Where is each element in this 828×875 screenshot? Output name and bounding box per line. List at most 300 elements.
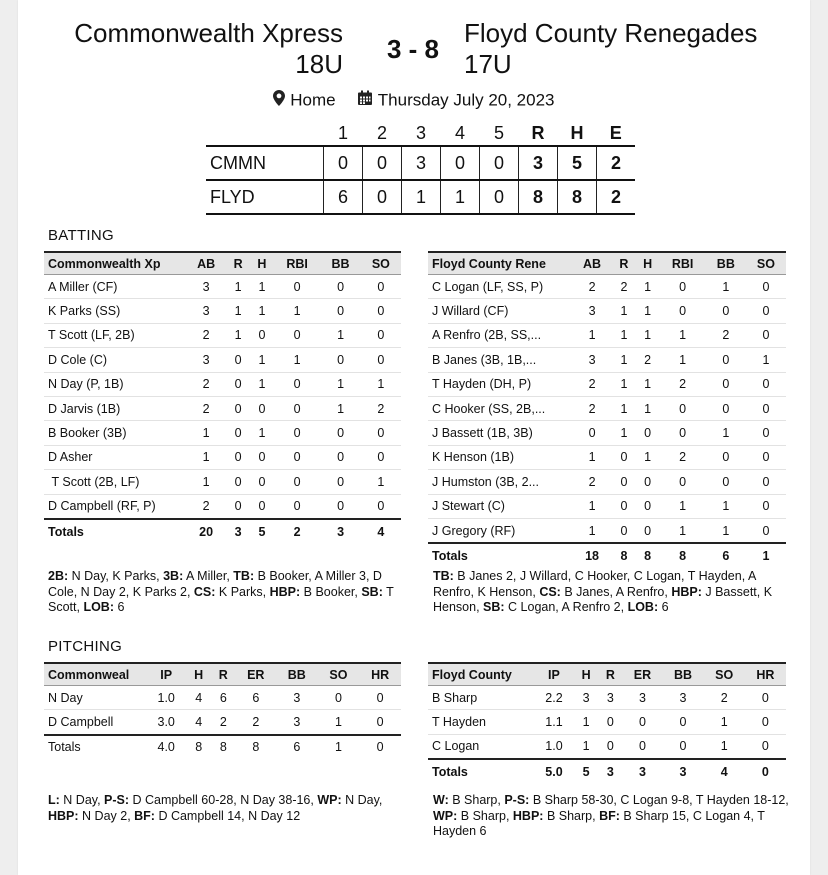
- stat-cell: 0: [274, 470, 321, 494]
- player-row: [44, 299, 401, 323]
- stat-cell: 1: [226, 275, 250, 299]
- total-hits: 5: [558, 146, 597, 180]
- totals-label: Totals: [44, 735, 146, 759]
- stat-cell: 0: [274, 323, 321, 347]
- stat-cell: 0: [274, 396, 321, 420]
- inning-header: 2: [376, 122, 387, 143]
- note-text: B Janes, A Renfro,: [560, 584, 672, 599]
- note-text: N Day, K Parks,: [68, 569, 164, 583]
- stat-cell: 0: [361, 275, 401, 299]
- player-name: B Sharp: [428, 686, 534, 710]
- stat-column-header: ER: [623, 663, 663, 686]
- stat-cell: 0: [250, 396, 274, 420]
- player-row: [44, 275, 401, 299]
- away-team-name: Commonwealth Xpress: [74, 18, 343, 48]
- stat-cell: 0: [612, 494, 636, 518]
- player-row: [428, 372, 786, 396]
- player-name: D Asher: [44, 445, 186, 469]
- inning-runs: 6: [324, 180, 363, 214]
- stat-cell: 2: [572, 396, 612, 420]
- stat-cell: 1: [320, 372, 360, 396]
- inning-runs: 0: [480, 146, 519, 180]
- player-name: C Logan: [428, 734, 534, 759]
- stat-cell: 1: [659, 323, 705, 347]
- totals-cell: 8: [636, 543, 660, 567]
- team-column-header: Commonwealth Xp: [44, 252, 186, 275]
- final-score: 3 - 8: [386, 34, 440, 64]
- stat-cell: 0: [636, 421, 660, 445]
- player-name: N Day: [44, 686, 146, 710]
- stat-column-header: H: [186, 663, 211, 686]
- stat-cell: 0: [274, 445, 321, 469]
- player-name: B Janes (3B, 1B,...: [428, 348, 572, 372]
- player-name: C Hooker (SS, 2B,...: [428, 396, 572, 420]
- stat-cell: 0: [598, 734, 622, 759]
- stat-cell: 0: [320, 470, 360, 494]
- totals-cell: 8: [211, 735, 236, 759]
- totals-label: Totals: [428, 759, 534, 783]
- totals-label: Totals: [428, 543, 572, 567]
- stat-column-header: BB: [662, 663, 703, 686]
- totals-row: [428, 759, 786, 783]
- totals-cell: 8: [186, 735, 211, 759]
- inning-header: 1: [337, 122, 348, 143]
- player-row: [44, 396, 401, 420]
- stat-cell: 1: [250, 299, 274, 323]
- stat-cell: 1: [226, 323, 250, 347]
- stat-column-header: SO: [746, 252, 786, 275]
- player-name: A Renfro (2B, SS,...: [428, 323, 572, 347]
- totals-cell: 4: [361, 519, 401, 543]
- note-label: WP:: [317, 793, 342, 807]
- totals-row: [44, 519, 401, 543]
- note-label: HBP:: [269, 584, 301, 599]
- stat-cell: 0: [636, 494, 660, 518]
- stat-cell: 0: [361, 299, 401, 323]
- stat-cell: 0: [636, 518, 660, 543]
- pitching-notes-away: [48, 793, 398, 824]
- stat-cell: 0: [361, 323, 401, 347]
- stat-cell: 0: [250, 445, 274, 469]
- stat-cell: 0: [746, 518, 786, 543]
- stat-cell: 0: [745, 710, 786, 734]
- note-label: P-S:: [504, 793, 530, 807]
- note-label: BF:: [599, 808, 620, 823]
- linescore-table: [206, 121, 635, 215]
- batting-notes-away: [48, 569, 398, 616]
- player-row: [44, 421, 401, 445]
- stat-cell: 0: [746, 323, 786, 347]
- note-label: L:: [48, 793, 60, 807]
- player-name: K Henson (1B): [428, 445, 572, 469]
- stat-column-header: HR: [745, 663, 786, 686]
- stat-cell: 1: [572, 445, 612, 469]
- totals-cell: 8: [236, 735, 276, 759]
- stat-cell: 0: [746, 445, 786, 469]
- totals-cell: 0: [359, 735, 401, 759]
- inning-runs: 3: [402, 146, 441, 180]
- player-row: [428, 421, 786, 445]
- calendar-icon: [357, 90, 373, 111]
- stat-cell: 0: [623, 734, 663, 759]
- inning-runs: 0: [324, 146, 363, 180]
- stat-cell: 0: [598, 710, 622, 734]
- player-row: [44, 372, 401, 396]
- stat-column-header: R: [226, 252, 250, 275]
- note-text: B Booker,: [300, 584, 362, 599]
- stat-column-header: R: [612, 252, 636, 275]
- stat-cell: 1: [320, 323, 360, 347]
- inning-runs: 0: [363, 146, 402, 180]
- pitching-table-away: [44, 662, 401, 759]
- player-name: D Jarvis (1B): [44, 396, 186, 420]
- stat-column-header: RBI: [274, 252, 321, 275]
- stat-cell: 0: [274, 275, 321, 299]
- totals-cell: 0: [745, 759, 786, 783]
- player-row: [428, 494, 786, 518]
- stat-cell: 4: [186, 710, 211, 735]
- note-label: BF:: [134, 808, 155, 823]
- stat-cell: 1: [250, 275, 274, 299]
- stat-column-header: BB: [320, 252, 360, 275]
- stat-cell: 1: [612, 396, 636, 420]
- player-name: B Booker (3B): [44, 421, 186, 445]
- stat-cell: 0: [274, 372, 321, 396]
- pitching-notes-home: [433, 793, 793, 840]
- player-name: A Miller (CF): [44, 275, 186, 299]
- stat-cell: 2: [186, 494, 226, 519]
- stat-cell: 1: [572, 518, 612, 543]
- stat-cell: 1: [250, 372, 274, 396]
- note-label: SB:: [483, 600, 505, 614]
- inning-runs: 1: [402, 180, 441, 214]
- totals-cell: 3: [226, 519, 250, 543]
- stat-cell: 0: [706, 348, 746, 372]
- player-row: [428, 686, 786, 710]
- player-name: J Humston (3B, 2...: [428, 470, 572, 494]
- stat-cell: 1: [186, 421, 226, 445]
- player-row: [428, 518, 786, 543]
- stat-cell: 3: [623, 686, 663, 710]
- stat-cell: 3: [572, 348, 612, 372]
- stat-cell: 3: [598, 686, 622, 710]
- player-name: K Parks (SS): [44, 299, 186, 323]
- stat-cell: 0: [659, 275, 705, 299]
- stat-cell: 0: [361, 348, 401, 372]
- stat-cell: 0: [361, 421, 401, 445]
- away-team-age: 18U: [295, 49, 343, 79]
- player-row: [428, 445, 786, 469]
- inning-runs: 0: [363, 180, 402, 214]
- totals-cell: 18: [572, 543, 612, 567]
- game-date: Thursday July 20, 2023: [377, 90, 555, 110]
- stat-cell: 0: [706, 299, 746, 323]
- linescore-row-home: [206, 180, 635, 214]
- away-team-header: [3, 18, 343, 80]
- note-label: W:: [433, 793, 449, 807]
- stat-cell: 0: [226, 372, 250, 396]
- stat-cell: 0: [359, 686, 401, 710]
- stat-cell: 6: [211, 686, 236, 710]
- totals-cell: 2: [274, 519, 321, 543]
- stat-cell: 0: [361, 494, 401, 519]
- note-text: 6: [658, 600, 669, 614]
- stat-cell: 0: [706, 445, 746, 469]
- player-row: [428, 275, 786, 299]
- stat-cell: 0: [250, 494, 274, 519]
- stat-cell: 1: [706, 275, 746, 299]
- stat-cell: 3: [662, 686, 703, 710]
- stat-cell: 0: [320, 494, 360, 519]
- stat-cell: 1: [226, 299, 250, 323]
- stat-cell: 1: [250, 348, 274, 372]
- player-name: D Campbell: [44, 710, 146, 735]
- linescore-team: FLYD: [206, 180, 324, 214]
- stat-cell: 0: [226, 421, 250, 445]
- stat-column-header: AB: [572, 252, 612, 275]
- stat-cell: 0: [745, 686, 786, 710]
- player-row: [428, 396, 786, 420]
- stat-cell: 2: [186, 372, 226, 396]
- note-text: B Sharp,: [448, 793, 505, 807]
- stat-cell: 1: [274, 299, 321, 323]
- stat-cell: 1: [659, 494, 705, 518]
- stat-cell: 1: [612, 299, 636, 323]
- stat-cell: 0: [226, 445, 250, 469]
- game-meta: [18, 90, 810, 111]
- note-label: 3B:: [163, 569, 184, 583]
- stat-cell: 1: [361, 372, 401, 396]
- stat-cell: 3.0: [146, 710, 186, 735]
- stat-cell: 2: [186, 396, 226, 420]
- stat-cell: 0: [274, 421, 321, 445]
- total-runs: 3: [519, 146, 558, 180]
- totals-cell: 3: [662, 759, 703, 783]
- stat-column-header: RBI: [659, 252, 705, 275]
- stat-cell: 0: [320, 275, 360, 299]
- stat-cell: 1: [706, 494, 746, 518]
- note-label: SB:: [361, 584, 383, 599]
- player-name: J Stewart (C): [428, 494, 572, 518]
- totals-cell: 5: [250, 519, 274, 543]
- totals-cell: 8: [612, 543, 636, 567]
- note-text: B Sharp,: [457, 808, 513, 823]
- stat-cell: 1: [574, 734, 598, 759]
- stat-cell: 2: [572, 275, 612, 299]
- inning-runs: 0: [480, 180, 519, 214]
- totals-cell: 6: [706, 543, 746, 567]
- totals-cell: 3: [598, 759, 622, 783]
- stat-cell: 2.2: [534, 686, 574, 710]
- stat-cell: 0: [746, 275, 786, 299]
- note-text: B Booker, A Miller 3, D Cole, N Day 2, K Parks 2,: [48, 569, 382, 599]
- stat-cell: 0: [746, 396, 786, 420]
- stat-cell: 0: [359, 710, 401, 735]
- stat-cell: 1: [636, 323, 660, 347]
- totals-cell: 3: [320, 519, 360, 543]
- note-label: P-S:: [104, 793, 130, 807]
- stat-cell: 1: [612, 372, 636, 396]
- stat-cell: 0: [746, 470, 786, 494]
- stat-cell: 0: [746, 494, 786, 518]
- totals-cell: 8: [659, 543, 705, 567]
- stat-cell: 1.0: [534, 734, 574, 759]
- player-name: C Logan (LF, SS, P): [428, 275, 572, 299]
- stat-cell: 2: [211, 710, 236, 735]
- note-text: B Janes 2, J Willard, C Hooker, C Logan, T Hayden, A Renfro, K Henson,: [433, 569, 756, 599]
- inning-header: 4: [454, 122, 465, 143]
- stat-cell: 0: [226, 348, 250, 372]
- player-row: [44, 445, 401, 469]
- stat-cell: 3: [186, 348, 226, 372]
- totals-row: [428, 543, 786, 567]
- totals-cell: 4.0: [146, 735, 186, 759]
- stat-cell: 0: [746, 299, 786, 323]
- runs-header: R: [531, 122, 545, 143]
- stat-cell: 1: [320, 396, 360, 420]
- game-location: Home: [290, 90, 336, 110]
- stat-cell: 0: [746, 372, 786, 396]
- stat-cell: 2: [572, 470, 612, 494]
- stat-column-header: IP: [534, 663, 574, 686]
- player-name: J Gregory (RF): [428, 518, 572, 543]
- player-row: [428, 710, 786, 734]
- stat-cell: 0: [274, 494, 321, 519]
- player-row: [428, 299, 786, 323]
- note-text: N Day,: [59, 793, 105, 807]
- note-label: HBP:: [671, 584, 702, 599]
- stat-cell: 2: [706, 323, 746, 347]
- note-label: CS:: [539, 584, 561, 599]
- inning-header: 3: [415, 122, 426, 143]
- errors-header: E: [609, 122, 622, 143]
- totals-cell: 3: [623, 759, 663, 783]
- stat-cell: 1: [274, 348, 321, 372]
- map-marker-icon: [273, 90, 285, 111]
- player-row: [428, 348, 786, 372]
- stat-cell: 0: [320, 348, 360, 372]
- player-name: T Hayden (DH, P): [428, 372, 572, 396]
- stat-cell: 0: [659, 299, 705, 323]
- totals-cell: 4: [704, 759, 745, 783]
- stat-cell: 3: [574, 686, 598, 710]
- stat-cell: 1: [706, 421, 746, 445]
- pitching-title: PITCHING: [48, 638, 123, 655]
- linescore-corner: [206, 121, 324, 146]
- stat-cell: 1: [574, 710, 598, 734]
- stat-cell: 3: [276, 686, 318, 710]
- inning-runs: 0: [441, 146, 480, 180]
- stat-cell: 0: [623, 710, 663, 734]
- total-errors: 2: [597, 146, 636, 180]
- stat-cell: 1: [704, 710, 745, 734]
- stat-cell: 1: [612, 421, 636, 445]
- player-row: [44, 348, 401, 372]
- stat-cell: 0: [612, 518, 636, 543]
- home-team-age: 17U: [464, 49, 512, 79]
- totals-cell: 1: [746, 543, 786, 567]
- stat-cell: 3: [186, 299, 226, 323]
- stat-cell: 0: [706, 372, 746, 396]
- stat-cell: 6: [236, 686, 276, 710]
- stat-cell: 2: [612, 275, 636, 299]
- stat-cell: 0: [659, 470, 705, 494]
- stat-cell: 0: [572, 421, 612, 445]
- pitching-table-home: [428, 662, 786, 784]
- stat-cell: 1: [318, 710, 360, 735]
- stat-cell: 0: [706, 396, 746, 420]
- player-row: [44, 686, 401, 710]
- stat-cell: 2: [186, 323, 226, 347]
- player-name: T Hayden: [428, 710, 534, 734]
- home-team-name: Floyd County Renegades: [464, 18, 758, 48]
- stat-cell: 1: [361, 470, 401, 494]
- totals-cell: 20: [186, 519, 226, 543]
- stat-cell: 2: [659, 445, 705, 469]
- note-label: WP:: [433, 808, 458, 823]
- stat-cell: 1: [572, 323, 612, 347]
- note-label: CS:: [193, 584, 216, 599]
- stat-cell: 0: [320, 445, 360, 469]
- stat-cell: 0: [250, 470, 274, 494]
- total-errors: 2: [597, 180, 636, 214]
- stat-cell: 0: [662, 734, 703, 759]
- player-name: T Scott (LF, 2B): [44, 323, 186, 347]
- totals-cell: 1: [318, 735, 360, 759]
- stat-column-header: SO: [361, 252, 401, 275]
- note-label: HBP:: [512, 808, 544, 823]
- player-row: [44, 470, 401, 494]
- stat-cell: 1: [704, 734, 745, 759]
- stat-cell: 3: [186, 275, 226, 299]
- batting-table-home: [428, 251, 786, 568]
- hits-header: H: [570, 122, 584, 143]
- stat-cell: 0: [226, 470, 250, 494]
- team-column-header: Floyd County Rene: [428, 252, 572, 275]
- stat-cell: 0: [318, 686, 360, 710]
- totals-label: Totals: [44, 519, 186, 543]
- batting-title: BATTING: [48, 227, 114, 244]
- player-name: J Willard (CF): [428, 299, 572, 323]
- stat-cell: 1: [636, 299, 660, 323]
- player-row: [44, 494, 401, 519]
- stat-cell: 0: [226, 396, 250, 420]
- inning-header: 5: [493, 122, 504, 143]
- stat-cell: 0: [361, 445, 401, 469]
- team-column-header: Commonweal: [44, 663, 146, 686]
- stat-column-header: BB: [276, 663, 318, 686]
- stat-cell: 4: [186, 686, 211, 710]
- note-text: K Parks,: [215, 584, 270, 599]
- note-label: TB:: [433, 569, 454, 583]
- stat-cell: 0: [250, 323, 274, 347]
- totals-row: [44, 735, 401, 759]
- note-label: LOB:: [83, 600, 114, 614]
- stat-cell: 0: [320, 421, 360, 445]
- stat-cell: 2: [361, 396, 401, 420]
- stat-cell: 1.0: [146, 686, 186, 710]
- note-label: 2B:: [48, 569, 69, 583]
- stat-column-header: R: [598, 663, 622, 686]
- stat-column-header: AB: [186, 252, 226, 275]
- total-runs: 8: [519, 180, 558, 214]
- stat-cell: 1: [186, 445, 226, 469]
- stat-cell: 1: [612, 348, 636, 372]
- player-name: T Scott (2B, LF): [44, 470, 186, 494]
- stat-cell: 1: [659, 518, 705, 543]
- stat-cell: 2: [659, 372, 705, 396]
- stat-column-header: HR: [359, 663, 401, 686]
